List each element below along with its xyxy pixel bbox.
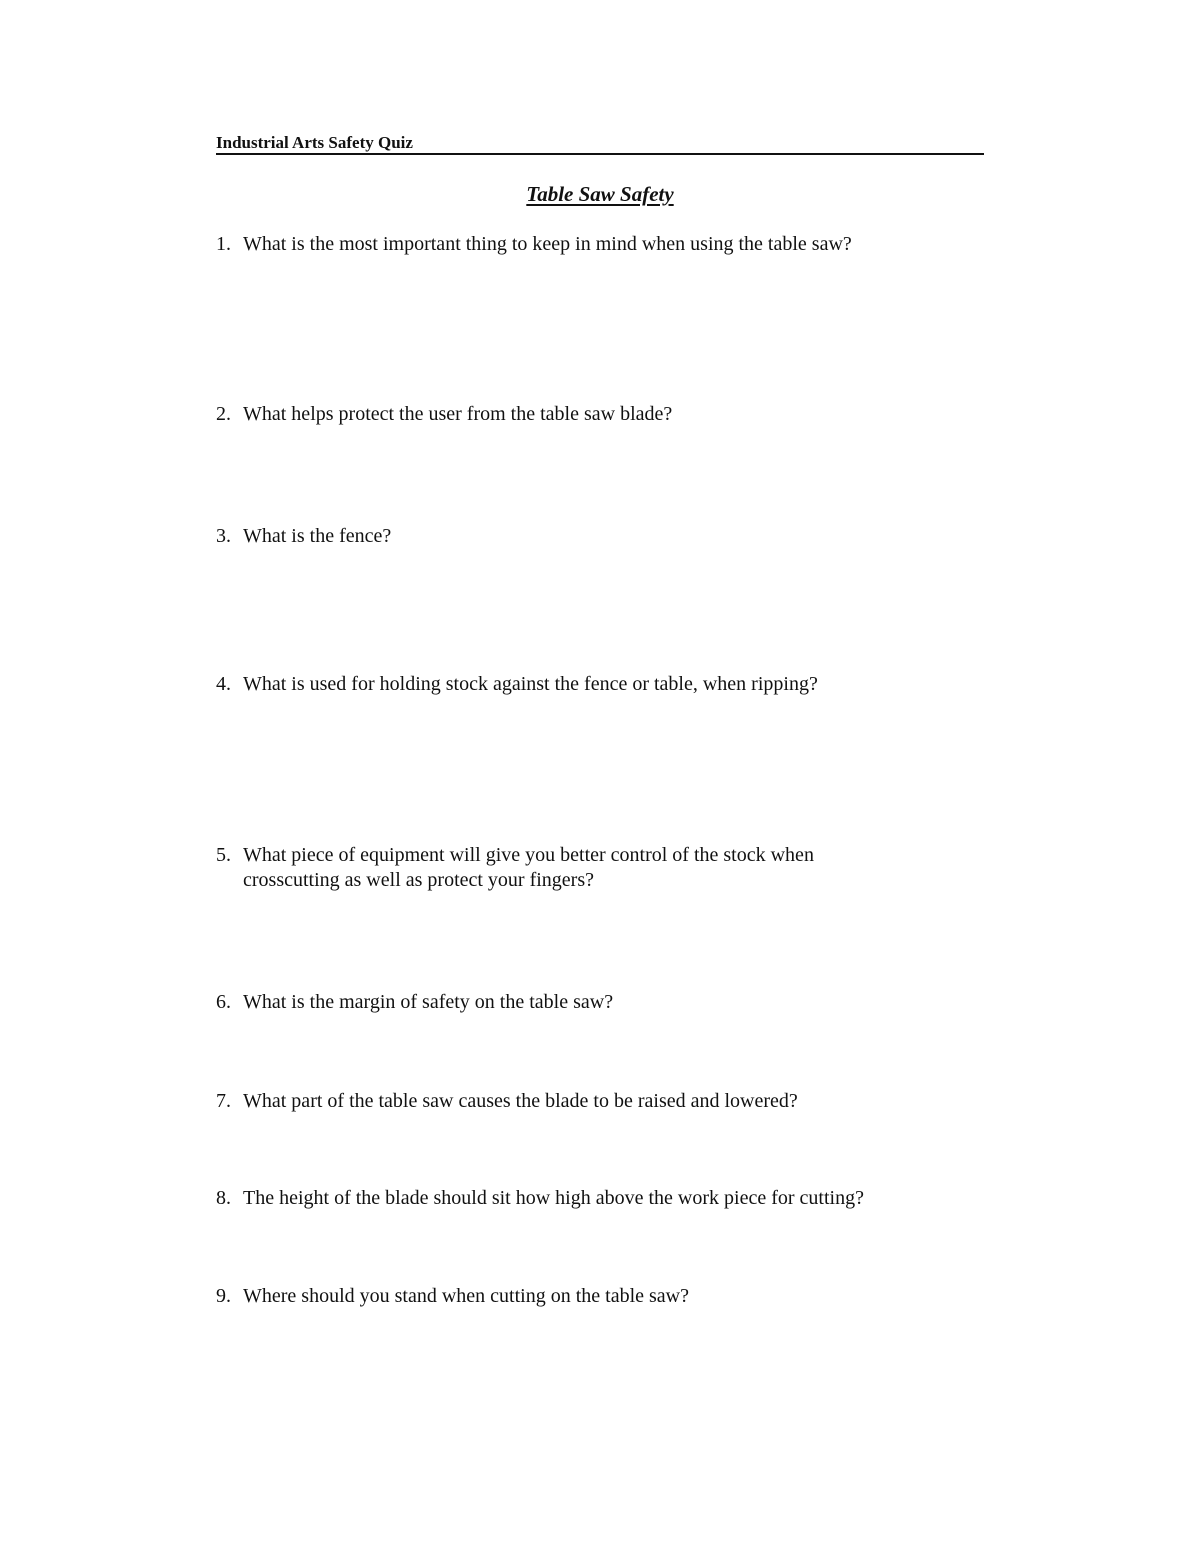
question-4 xyxy=(216,672,956,697)
question-text: What is the fence? xyxy=(243,525,392,547)
question-6 xyxy=(216,990,956,1015)
page-title-text: Table Saw Safety xyxy=(526,182,674,206)
question-number: 8. xyxy=(216,1187,231,1209)
question-text: What is used for holding stock against the fence or table, when ripping? xyxy=(243,673,818,695)
question-number: 4. xyxy=(216,673,231,695)
question-5 xyxy=(216,843,896,893)
question-number: 1. xyxy=(216,233,231,255)
question-number: 7. xyxy=(216,1090,231,1112)
question-7 xyxy=(216,1089,956,1114)
page-title xyxy=(0,181,1200,207)
quiz-header: Industrial Arts Safety Quiz xyxy=(216,134,984,155)
question-text: The height of the blade should sit how high above the work piece for cutting? xyxy=(243,1187,864,1209)
question-text: What is the margin of safety on the table saw? xyxy=(243,991,614,1013)
question-3 xyxy=(216,524,956,549)
question-1 xyxy=(216,232,956,257)
question-text: What part of the table saw causes the blade to be raised and lowered? xyxy=(243,1090,798,1112)
question-9 xyxy=(216,1284,956,1309)
question-2 xyxy=(216,402,956,427)
question-text: What piece of equipment will give you better control of the stock when crosscutting as well as protect your fingers? xyxy=(243,844,814,891)
question-text: What helps protect the user from the table saw blade? xyxy=(243,403,673,425)
question-number: 5. xyxy=(216,844,231,866)
question-number: 2. xyxy=(216,403,231,425)
question-number: 9. xyxy=(216,1285,231,1307)
question-8 xyxy=(216,1186,956,1211)
question-number: 3. xyxy=(216,525,231,547)
question-number: 6. xyxy=(216,991,231,1013)
question-text: What is the most important thing to keep in mind when using the table saw? xyxy=(243,233,852,255)
question-text: Where should you stand when cutting on the table saw? xyxy=(243,1285,689,1307)
